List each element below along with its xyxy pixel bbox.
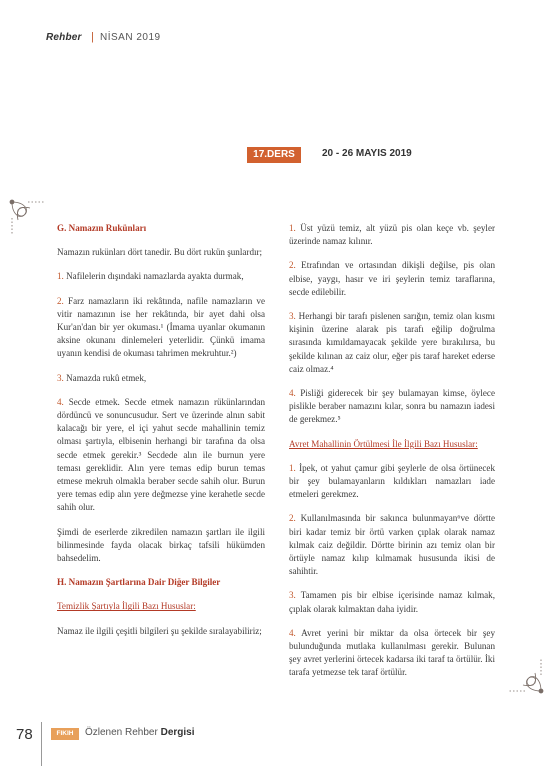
cleanliness-intro: Namaz ile ilgili çeşitli bilgileri şu şekilde sıralayabiliriz; [57, 625, 262, 636]
list-item: 3. Namazda rukû etmek, [57, 372, 147, 383]
page-number: 78 [16, 726, 33, 743]
list-item: 2. Kullanılmasında bir sakınca bulunmayan⁶ve dörtte biri kadar temiz bir örtü varken çıplak olarak namaz kılmak caiz değildir. Dörtte birinin azı temiz olan bir örtüyle namaz kılıp kılmamak hususunda ikisi de sahihtir. [289, 513, 495, 577]
list-item: 1. İpek, ot yahut çamur gibi şeylerle de olsa örtünecek bir şey bulamayanların kıldıkları namazları iade etmeleri gerekmez. [289, 462, 495, 500]
list-item: 4. Avret yerini bir miktar da olsa örtecek bir şey bulunduğunda mutlaka kullanılması gerekir. Bulunan şey avret yerlerini örtecek kadarsa iki taraf ta örtülür. İki tarafa yetmezse tek taraf örtülür. [289, 627, 495, 678]
list-item: 1. Nafilelerin dışındaki namazlarda ayakta durmak, [57, 271, 244, 282]
list-item: 2. Farz namazların iki rekâtında, nafile namazların ve vitir namazının ise her rekâtında, bir ayet dahi olsa Kur'an'dan bir yer okuması.¹ (İmama uyanlar okumanın aksine okunanı dinlemeleri yeterlidir. Çünkü imama uyanın kendisi de okuması tahrimen mekruhtur.²) [57, 295, 266, 359]
heading-g: G. Namazın Rukünları [57, 223, 147, 233]
header-separator: | [91, 31, 94, 43]
top-left-ornament-icon [8, 198, 48, 238]
magazine-name: Özlenen Rehber Dergisi [85, 727, 195, 738]
list-item: 1. Üst yüzü temiz, alt yüzü pis olan keçe vb. şeyler üzerinde namaz kılınır. [289, 223, 496, 247]
bottom-right-ornament-icon [505, 655, 545, 695]
left-column [57, 222, 265, 649]
footer-divider [41, 722, 42, 766]
right-column [289, 222, 495, 691]
closing-paragraph: Şimdi de eserlerde zikredilen namazın şartları ile ilgili bilinmesinde fayda olacak birkaç tafsili hükümden bahsedelim. [57, 526, 265, 564]
heading-h: H. Namazın Şartlarına Dair Diğer Bilgiler [57, 577, 221, 588]
subheading-awrah: Avret Mahallinin Örtülmesi İle İlgili Bazı Hususlar: [289, 438, 478, 449]
subheading-cleanliness: Temizlik Şartıyla İlgili Bazı Hususlar: [57, 601, 196, 612]
list-item: 2. Etrafından ve ortasından dikişli değilse, pis olan elbise, yaygı, hasır ve iri şeylerin temiz taraflarına, secde edilebilir. [289, 260, 495, 297]
lesson-badge: 17.DERS [247, 147, 301, 163]
brand-logo: Rehber [46, 32, 82, 43]
issue-date: NİSAN 2019 [100, 32, 161, 43]
list-item: 3. Herhangi bir tarafı pislenen sarığın, temiz olan kısmı kişinin üzerine alarak pis tarafı eğilip doğrulma sırasında kımıldamayacak şekilde yere bırakılırsa, bu şekilde kılınan az caiz olur, eğer pis taraf hareket ederse caiz olmaz.⁴ [289, 311, 495, 374]
list-item: 4. Pisliği giderecek bir şey bulamayan kimse, öylece pislikle beraber namazını kılar, sonra bu namazın iadesi de gerekmez.⁵ [289, 388, 495, 425]
list-item: 4. Secde etmek. Secde etmek namazın rükünlarından dördüncü ve sonuncusudur. Sert ve üzerinde alnın sabit kalacağı bir yere, el içi yahut secde mahallinin temiz olması şartıyla, elbisenin herhangi bir tarafına da olsa secde etmek gerekir.³ Secdede alın ile burnun yere teması gereklidir. Alın yere temas edip burun temas etmese mekruh olmakla beraber secde sahih olur. Burun yere temas edip alın yere değmezse yine kerahetle secde sahih olur. [57, 396, 265, 513]
list-item: 3. Tamamen pis bir elbise içerisinde namaz kılmak, çıplak olarak kılmaktan daha iyidir. [289, 590, 496, 614]
section-tag: FIKIH [51, 728, 79, 740]
lesson-date-range: 20 - 26 MAYIS 2019 [322, 148, 412, 159]
rukun-intro: Namazın rukünları dört tanedir. Bu dört rukün şunlardır; [57, 247, 263, 258]
